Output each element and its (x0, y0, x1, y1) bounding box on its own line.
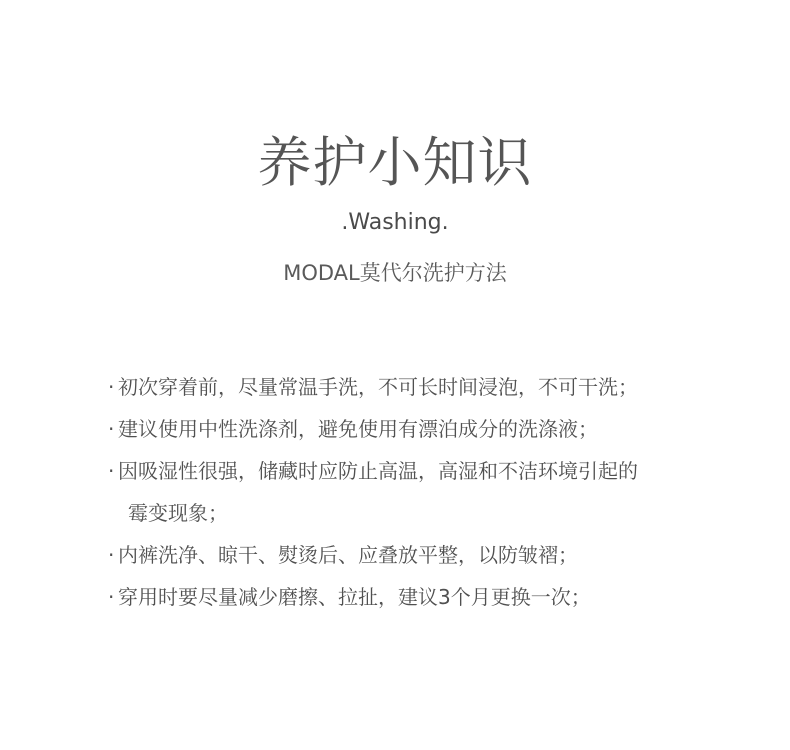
care-tip-text: 因吸湿性很强，储藏时应防止高温，高湿和不洁环境引起的 (118, 459, 638, 483)
care-tip-item (108, 534, 748, 576)
care-tips-list (108, 366, 748, 618)
bullet-marker: · (108, 375, 115, 399)
care-tip-continuation (108, 492, 748, 534)
care-tip-item (108, 366, 748, 408)
care-tip-text: 穿用时要尽量减少磨擦、拉扯，建议3个月更换一次； (118, 585, 591, 609)
care-tip-item (108, 408, 748, 450)
section-heading: MODAL莫代尔洗护方法 (283, 261, 507, 285)
care-tip-item (108, 450, 748, 492)
page-title: 养护小知识 (257, 131, 533, 194)
page-subtitle: .Washing. (341, 210, 449, 235)
care-tip-text: 霉变现象； (128, 501, 228, 525)
bullet-marker: · (108, 585, 115, 609)
bullet-marker: · (108, 417, 115, 441)
bullet-marker: · (108, 459, 115, 483)
bullet-marker: · (108, 543, 115, 567)
care-tip-text: 初次穿着前，尽量常温手洗，不可长时间浸泡，不可干洗； (118, 375, 638, 399)
care-tip-text: 内裤洗净、晾干、熨烫后、应叠放平整，以防皱褶； (118, 543, 578, 567)
care-tip-item (108, 576, 748, 618)
care-tip-text: 建议使用中性洗涤剂，避免使用有漂泊成分的洗涤液； (118, 417, 598, 441)
